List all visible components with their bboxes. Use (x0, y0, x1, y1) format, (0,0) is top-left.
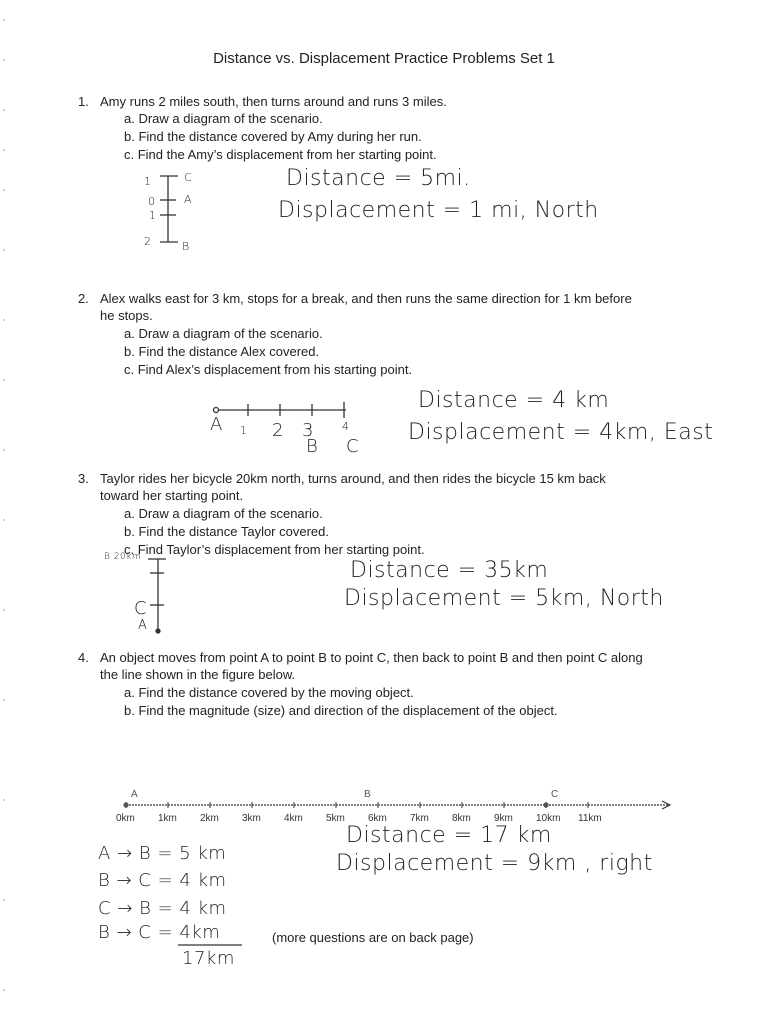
q2-diagram-label-a: A (210, 414, 223, 435)
q2-part-a: a. Draw a diagram of the scenario. (124, 326, 323, 341)
q4-tick-label: 11km (578, 813, 602, 824)
q1-answer-distance: Distance = 5mi. (286, 166, 471, 191)
q2-diagram-label-c: C (346, 436, 360, 457)
q4-answer-distance: Distance = 17 km (346, 823, 552, 848)
q1-number: 1. (78, 94, 89, 109)
q3-answer-displacement: Displacement = 5km, North (344, 586, 664, 611)
q1-diagram-num-0: 0 (148, 195, 156, 208)
q4-answer-displacement: Displacement = 9km , right (336, 851, 653, 876)
q1-part-b: b. Find the distance covered by Amy during her run. (124, 129, 422, 144)
q4-tick-label: 5km (326, 813, 345, 824)
q2-diagram-num-4: 4 (342, 420, 350, 433)
q4-text-line1: An object moves from point A to point B to point C, then back to point B and then point C along (100, 650, 643, 665)
q1-diagram-num-1: 1 (144, 175, 152, 188)
q3-part-b: b. Find the distance Taylor covered. (124, 524, 329, 539)
q4-tick-label: 2km (200, 813, 219, 824)
q4-work-line-3: C → B = 4 km (98, 898, 227, 919)
q2-diagram-num-2: 2 (272, 420, 284, 441)
q4-tick-label: 10km (536, 813, 561, 824)
q2-diagram-num-3: 3 (302, 420, 314, 441)
footer-note: (more questions are on back page) (272, 930, 474, 945)
q2-number: 2. (78, 291, 89, 306)
q4-tick-label: 9km (494, 813, 513, 824)
q2-answer-distance: Distance = 4 km (418, 388, 610, 413)
q4-tick-label: 0km (116, 813, 135, 824)
q2-answer-displacement: Displacement = 4km, East (408, 420, 714, 445)
q3-text-line2: toward her starting point. (100, 488, 244, 503)
q4-tick-label: 8km (452, 813, 471, 824)
q4-work-line-1: A → B = 5 km (98, 843, 227, 864)
q1-text: Amy runs 2 miles south, then turns around and runs 3 miles. (100, 94, 447, 109)
q4-tick-label: 4km (284, 813, 303, 824)
q4-tick-label: 7km (410, 813, 429, 824)
q4-part-a: a. Find the distance covered by the moving object. (124, 685, 414, 700)
q2-diagram-num-1: 1 (240, 424, 248, 437)
q1-part-c: c. Find the Amy’s displacement from her starting point. (124, 147, 437, 162)
q1-part-a: a. Draw a diagram of the scenario. (124, 111, 323, 126)
q4-point-label-b: B (364, 789, 371, 800)
q4-part-b: b. Find the magnitude (size) and direction of the displacement of the object. (124, 703, 558, 718)
q3-diagram-label-b: B 20km (104, 552, 142, 562)
q4-work-line-4: B → C = 4km (98, 922, 221, 943)
q4-work-line-2: B → C = 4 km (98, 870, 227, 891)
q1-diagram-label-c: C (184, 171, 193, 184)
q1-diagram-num-2: 2 (144, 235, 152, 248)
q2-text-line2: he stops. (100, 308, 153, 323)
q4-work-total: 17km (182, 948, 235, 969)
q4-tick-label: 6km (368, 813, 387, 824)
q2-text-line1: Alex walks east for 3 km, stops for a break, and then runs the same direction for 1 km before (100, 291, 632, 306)
q3-number: 3. (78, 471, 89, 486)
q4-tick-label: 1km (158, 813, 177, 824)
q1-diagram-label-b: B (182, 240, 190, 253)
q1-diagram-num-1b: 1 (149, 209, 157, 222)
q4-point-label-c: C (551, 789, 559, 800)
q4-work-sum-line (176, 943, 246, 947)
q1-diagram-label-a: A (184, 193, 193, 206)
q2-diagram-label-b: B (306, 436, 319, 457)
q3-diagram-label-c: C (134, 598, 148, 619)
q2-part-b: b. Find the distance Alex covered. (124, 344, 320, 359)
q2-part-c: c. Find Alex’s displacement from his starting point. (124, 362, 413, 377)
q1-answer-displacement: Displacement = 1 mi, North (278, 198, 599, 223)
q3-text-line1: Taylor rides her bicycle 20km north, turns around, and then rides the bicycle 15 km back (100, 471, 606, 486)
q3-part-c: c. Find Taylor’s displacement from her starting point. (124, 542, 425, 557)
page-title: Distance vs. Displacement Practice Problems Set 1 (213, 50, 555, 67)
q4-point-label-a: A (131, 789, 138, 800)
q4-number: 4. (78, 650, 89, 665)
q3-answer-distance: Distance = 35km (350, 558, 549, 583)
q3-part-a: a. Draw a diagram of the scenario. (124, 506, 323, 521)
q3-diagram-label-a: A (138, 618, 148, 633)
q4-text-line2: the line shown in the figure below. (100, 667, 296, 682)
q4-tick-label: 3km (242, 813, 261, 824)
